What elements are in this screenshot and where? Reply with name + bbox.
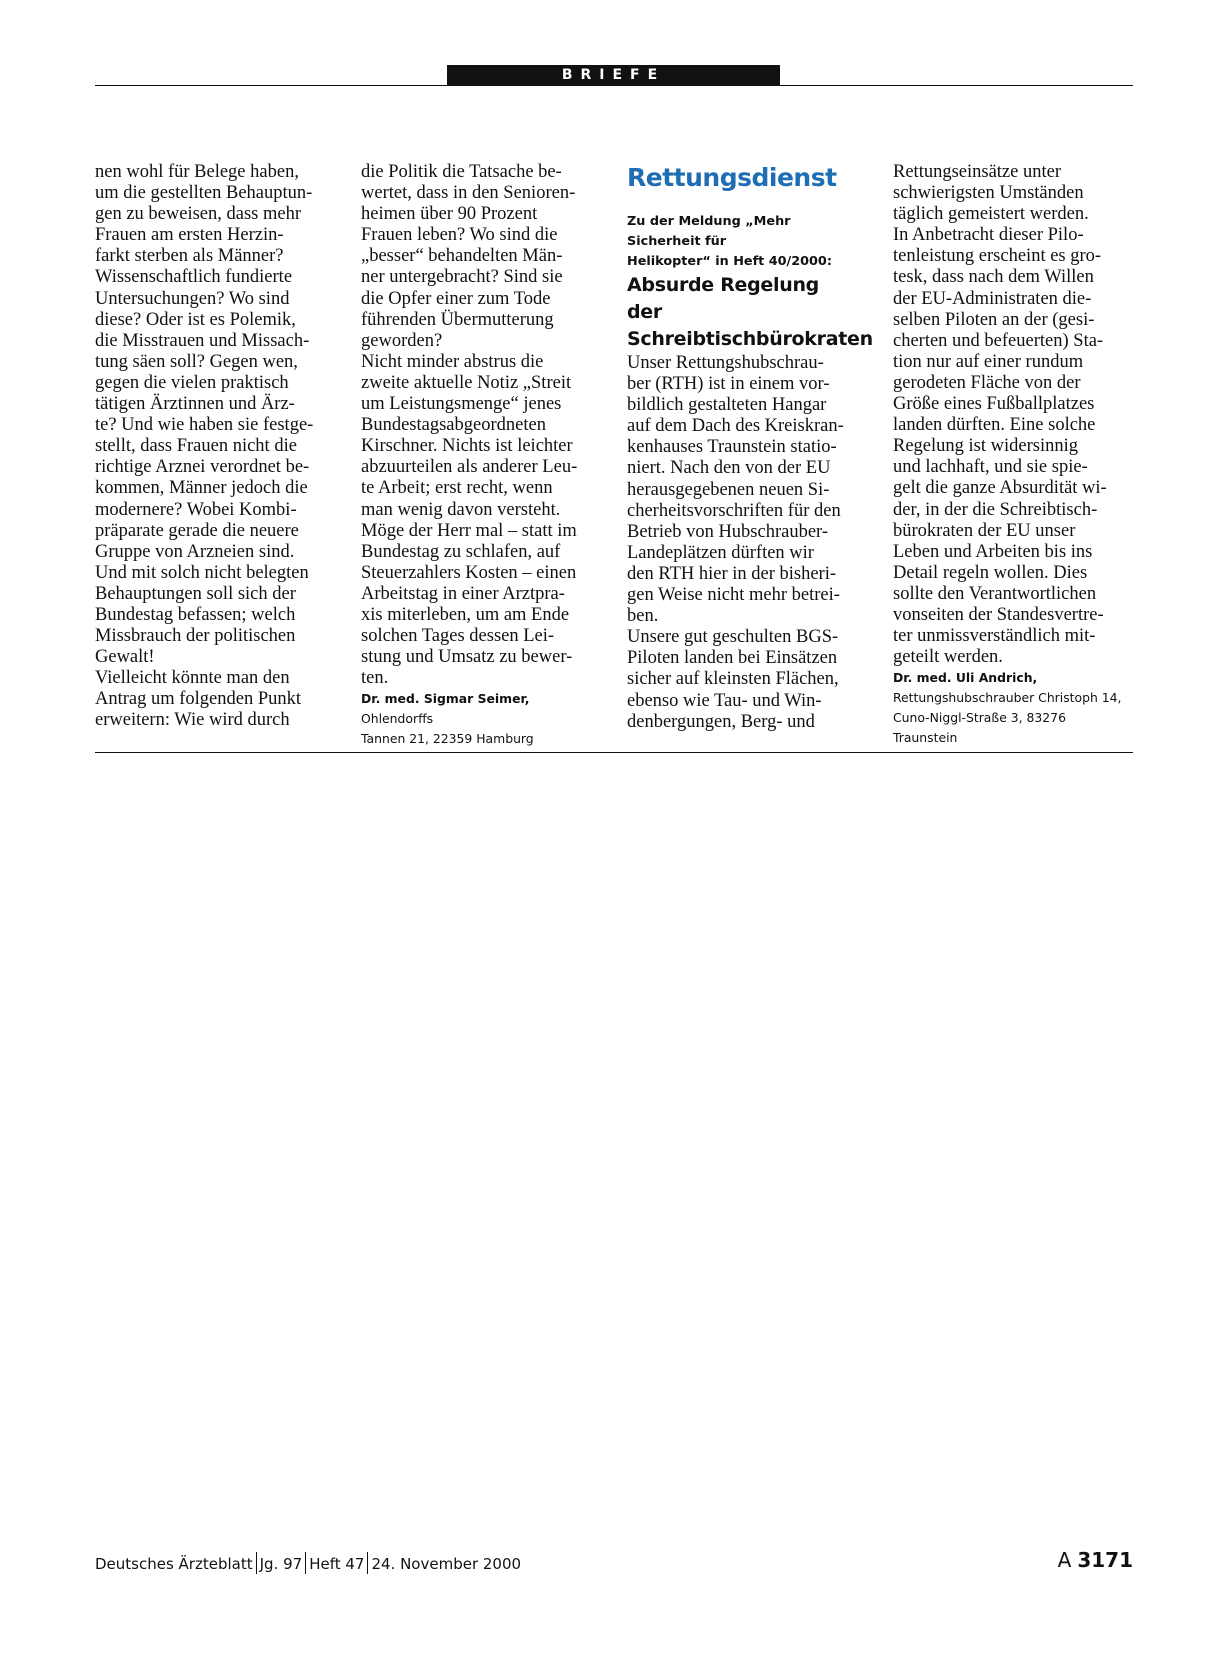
column-4 (893, 162, 1125, 748)
column-1 (95, 162, 327, 732)
section-title: Rettungsdienst (627, 163, 837, 192)
letter-text: nen wohl für Belege haben, um die gestellten Behauptun- gen zu beweisen, dass mehr Frauen am ersten Herzin- farkt sterben als Männer? Wissenschaftlich fundierte Untersuchungen? Wo sind diese? Oder ist es Polemik, die Misstrauen und Missach- tung säen soll? Gegen wen, gegen die vielen praktisch tätigen Ärztinnen und Ärz- te? Und wie haben sie festge- stellt, dass Frauen nicht die richtige Arznei verordnet be- kommen, Männer jedoch die modernere? Wobei Kombi- präparate gerade die neuere Gruppe von Arzneien sind. Und mit solch nicht belegten Behauptungen soll sich der Bundestag befassen; welch Missbrauch der politischen Gewalt! Vielleicht könnte man den Antrag um folgenden Punkt erweitern: Wie wird durch (95, 162, 314, 731)
signature-address: Rettungshubschrauber Christoph 14, Cuno-Niggl-Straße 3, 83276 Traunstein (893, 690, 1122, 746)
footer-separator (305, 1552, 306, 1574)
footer-separator (367, 1552, 368, 1574)
page-number-value: 3171 (1077, 1548, 1133, 1572)
letter-text: die Politik die Tatsache be- wertet, dass in den Senioren- heimen über 90 Prozent Frauen leben? Wo sind die „besser“ behandelten Män- ner untergebracht? Sind sie die Opfer einer zum Tode führenden Übermutterung geworden? Nicht minder abstrus die zweite aktuelle Notiz „Streit um Leistungsmenge“ jenes Bundestagsabgeordneten Kirschner. Nichts ist leichter abzuurteilen als anderer Leu- te Arbeit; erst recht, wenn man wenig davon versteht. Möge der Herr mal – statt im Bundestag zu schlafen, auf Steuerzahlers Kosten – einen Arbeitstag in einer Arztpra- xis miterleben, um am Ende solchen Tages dessen Lei- stung und Umsatz zu bewer- ten. (361, 162, 578, 689)
issue: Heft 47 (309, 1555, 365, 1573)
letter-signature (893, 668, 1125, 748)
letter-text: Rettungseinsätze unter schwierigsten Umständen täglich gemeistert werden. In Anbetracht dieser Pilo- tenleistung erscheint es gro- tesk, dass nach dem Willen der EU-Administraten die- selben Piloten an der (gesi- cherten und befeuerten) Sta- tion nur auf einer rundum gerodeten Fläche von der Größe eines Fußballplatzes landen dürften. Eine solche Regelung ist widersinnig und lachhaft, und sie spie- gelt die ganze Absurdität wi- der, in der die Schreibtisch- bürokraten der EU unser Leben und Arbeiten bis ins Detail regeln wollen. Dies sollte den Verantwortlichen vonseiten der Standesvertre- ter unmissverständlich mit- geteilt werden. (893, 162, 1107, 668)
footer-separator (256, 1552, 257, 1574)
bottom-rule (95, 752, 1133, 753)
page-number (1058, 1548, 1133, 1572)
letter-headline: Absurde Regelung der Schreibtischbürokraten (627, 274, 873, 350)
footer (95, 1552, 521, 1574)
column-3 (627, 162, 873, 733)
reference-line: Zu der Meldung „Mehr Sicherheit für Helikopter“ in Heft 40/2000: (627, 214, 832, 269)
section-label: BRIEFE (447, 65, 780, 86)
letter-text: Unser Rettungshubschrau- ber (RTH) ist in einem vor- bildlich gestalteten Hangar auf dem Dach des Kreiskran- kenhauses Traunstein statio- niert. Nach den von der EU herausgegebenen neuen Si- cherheitsvorschriften für den Betrieb von Hubschrauber- Landeplätzen dürften wir den RTH hier in der bisheri- gen Weise nicht mehr betrei- ben. Unsere gut geschulten BGS- Piloten landen bei Einsätzen sicher auf kleinsten Flächen, ebenso wie Tau- und Win- denbergungen, Berg- und (627, 353, 844, 732)
signature-name: Dr. med. Sigmar Seimer, (361, 691, 530, 707)
column-2 (361, 162, 593, 749)
journal-name: Deutsches Ärzteblatt (95, 1555, 253, 1573)
letter-signature (361, 689, 593, 749)
signature-name: Dr. med. Uli Andrich, (893, 670, 1038, 686)
page-prefix: A (1057, 1548, 1072, 1572)
signature-address: Ohlendorffs Tannen 21, 22359 Hamburg (361, 711, 534, 747)
volume: Jg. 97 (259, 1555, 303, 1573)
issue-date: 24. November 2000 (371, 1555, 522, 1573)
